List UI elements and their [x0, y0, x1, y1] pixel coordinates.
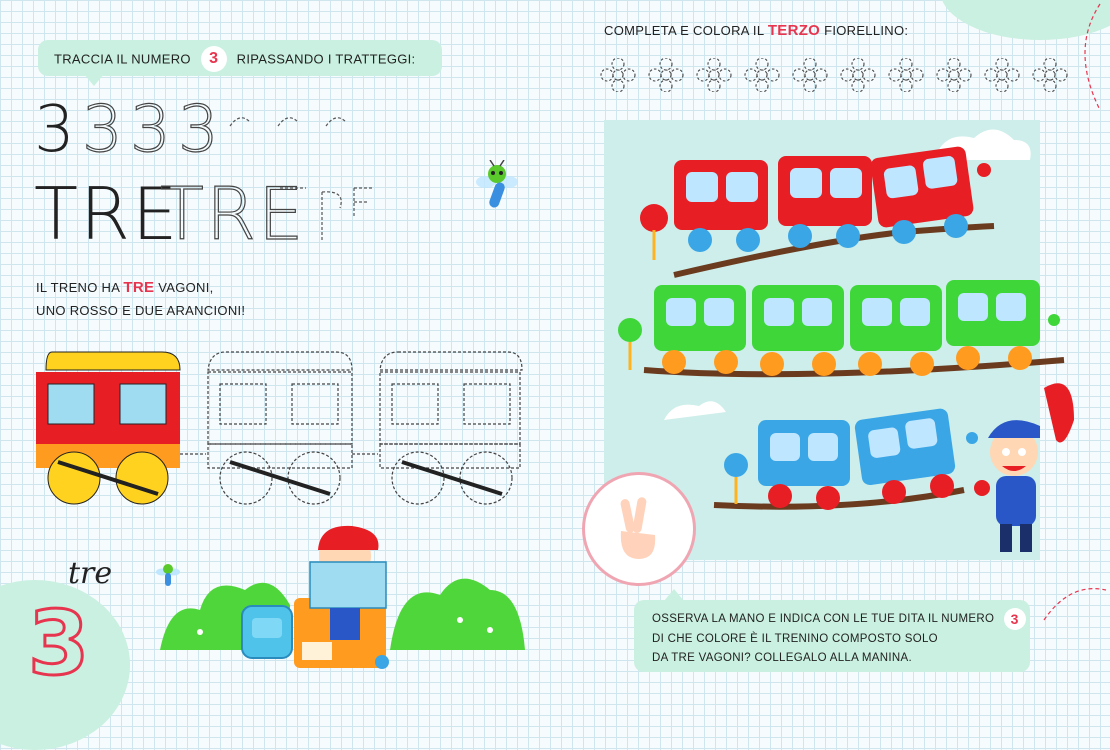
trace-digit-partial-strokes[interactable]: [226, 108, 356, 138]
flower-outline-icon[interactable]: [840, 58, 876, 92]
instruction-text-after: RIPASSANDO I TRATTEGGI:: [236, 51, 416, 67]
train-sentence: [36, 276, 245, 322]
instruction-bubble: [38, 40, 442, 76]
question-bubble: [634, 600, 1030, 672]
flower-outline-icon[interactable]: [600, 58, 636, 92]
hand-circle[interactable]: [582, 472, 696, 586]
trace-digit-dotted[interactable]: 3: [82, 93, 123, 167]
flower-header-before: COMPLETA E COLORA IL: [604, 23, 764, 38]
instruction-number-badge: 3: [201, 46, 227, 72]
flower-outline-icon[interactable]: [888, 58, 924, 92]
blue-train[interactable]: [724, 408, 978, 510]
sentence-before: IL TRENO HA: [36, 280, 120, 295]
word-tre-dotted[interactable]: TRE: [160, 172, 306, 256]
dotted-wagon[interactable]: [208, 352, 352, 504]
word-tre-partial-strokes[interactable]: [276, 186, 376, 246]
cursive-word-tre: tre: [68, 556, 113, 591]
sentence-highlight: TRE: [123, 279, 155, 296]
flower-header-highlight: TERZO: [767, 22, 821, 39]
dotted-wagon[interactable]: [380, 352, 522, 504]
bubble-tail: [84, 74, 104, 86]
dragonfly-icon: [474, 160, 520, 216]
green-train[interactable]: [618, 280, 1060, 376]
flower-outline-icon[interactable]: [984, 58, 1020, 92]
flower-header-after: FIORELLINO:: [824, 23, 909, 38]
bubble-tail: [664, 589, 684, 601]
question-line-3: DA TRE VAGONI? COLLEGALO ALLA MANINA.: [652, 652, 912, 664]
flower-outline-icon[interactable]: [648, 58, 684, 92]
flower-header: [604, 22, 908, 39]
trace-digit-solid: 3: [34, 93, 75, 167]
word-tre-solid: TRE: [34, 172, 180, 256]
bushes-and-child-illustration: [160, 520, 530, 700]
flower-outline-icon[interactable]: [792, 58, 828, 92]
trace-digit-dotted[interactable]: 3: [130, 93, 171, 167]
big-number-3: 3: [28, 592, 90, 695]
question-line-2: DI CHE COLORE È IL TRENINO COMPOSTO SOLO: [652, 633, 938, 645]
flower-outline-icon[interactable]: [1032, 58, 1068, 92]
trace-digit-dotted[interactable]: 3: [178, 93, 219, 167]
flower-outline-icon[interactable]: [936, 58, 972, 92]
colored-wagon: [36, 352, 180, 504]
train-wagons-tracing[interactable]: [30, 344, 530, 514]
sentence-after: VAGONI,: [158, 280, 214, 295]
two-fingers-hand-icon: [613, 495, 663, 565]
conductor-boy: [974, 383, 1074, 552]
red-dashed-curve: [1070, 0, 1110, 120]
question-line-1: OSSERVA LA MANO E INDICA CON LE TUE DITA IL NUMERO: [652, 613, 995, 626]
instruction-text-before: TRACCIA IL NUMERO: [54, 51, 191, 67]
flower-outline-icon[interactable]: [696, 58, 732, 92]
flower-row: [600, 58, 1070, 92]
flower-outline-icon[interactable]: [744, 58, 780, 92]
question-number-badge: 3: [1004, 608, 1026, 630]
red-dashed-curve-bottom: [1040, 580, 1110, 640]
sentence-line-2: UNO ROSSO E DUE ARANCIONI!: [36, 303, 246, 318]
